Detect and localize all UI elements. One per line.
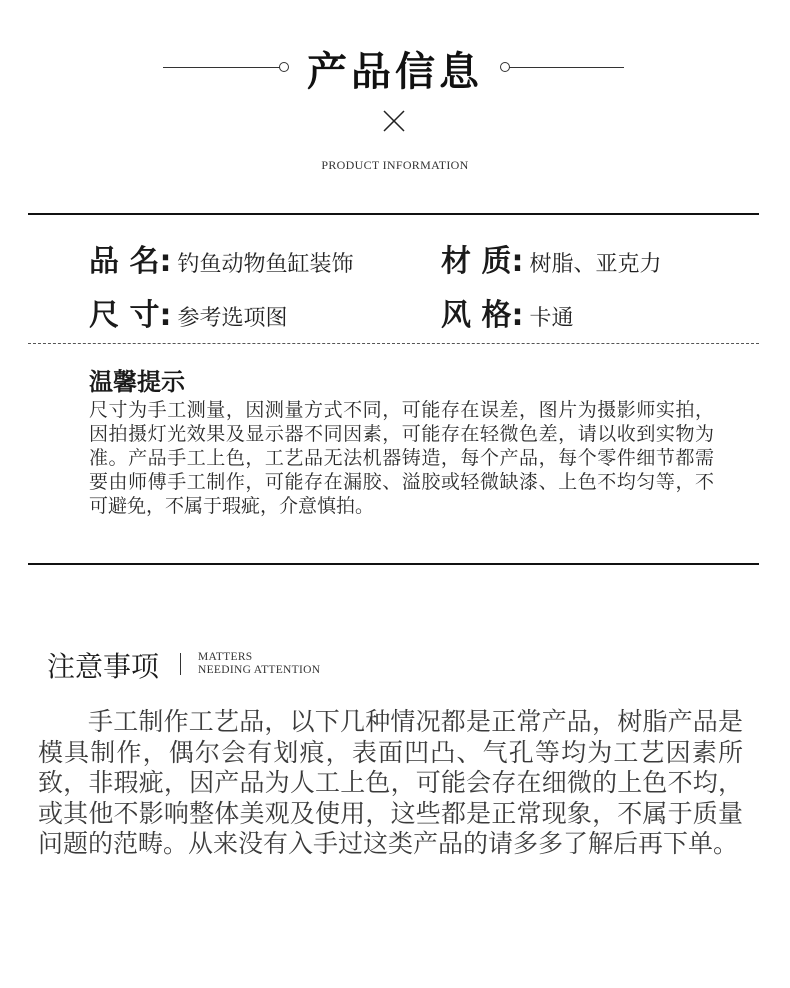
attention-divider [180, 653, 181, 675]
spec-material [441, 236, 661, 280]
cross-icon [381, 108, 407, 134]
attention-subtitle [198, 651, 320, 677]
header-right-line [509, 67, 624, 68]
spec-style-label: 风 格: [441, 298, 524, 333]
attention-subtitle-line1: MATTERS [198, 651, 253, 663]
attention-title: 注意事项 [47, 650, 160, 683]
section-divider-top [28, 213, 759, 215]
spec-material-label: 材 质: [441, 244, 524, 279]
notice-body: 尺寸为手工测量，因测量方式不同，可能存在误差，图片为摄影师实拍，因拍摄灯光效果及显示器不同因素，可能存在轻微色差，请以收到实物为准。产品手工上色，工艺品无法机器铸造，每个产品，每个零件细节都需要由师傅手工制作，可能存在漏胶、溢胶或轻微缺漆、上色不均匀等，不可避免，不属于瑕疵，介意慎拍。 [89, 399, 714, 517]
section-divider-bottom [28, 563, 759, 565]
attention-body-text: 手工制作工艺品，以下几种情况都是正常产品，树脂产品是模具制作，偶尔会有划痕，表面凹凸、气孔等均为工艺因素所致，非瑕疵，因产品为人工上色，可能会存在细微的上色不均，或其他不影响整体美观及使用，这些都是正常现象，不属于质量问题的范畴。从来没有入手过这类产品的请多多了解后再下单。 [38, 707, 743, 858]
spec-size [89, 290, 287, 334]
spec-style [441, 290, 573, 334]
page-subtitle: PRODUCT INFORMATION [321, 158, 469, 172]
spec-name [89, 236, 353, 280]
attention-body [38, 707, 743, 860]
spec-name-label: 品 名: [89, 244, 172, 279]
spec-size-value: 参考选项图 [177, 306, 288, 331]
attention-subtitle-line2: NEEDING ATTENTION [198, 664, 321, 676]
notice-heading: 温馨提示 [89, 368, 185, 396]
spec-name-value: 钓鱼动物鱼缸装饰 [177, 252, 354, 277]
spec-style-value: 卡通 [529, 306, 574, 331]
spec-size-label: 尺 寸: [89, 298, 172, 333]
page-title: 产品信息 [307, 49, 483, 95]
spec-material-value: 树脂、亚克力 [529, 252, 662, 277]
specs-dashed-divider [28, 343, 759, 344]
